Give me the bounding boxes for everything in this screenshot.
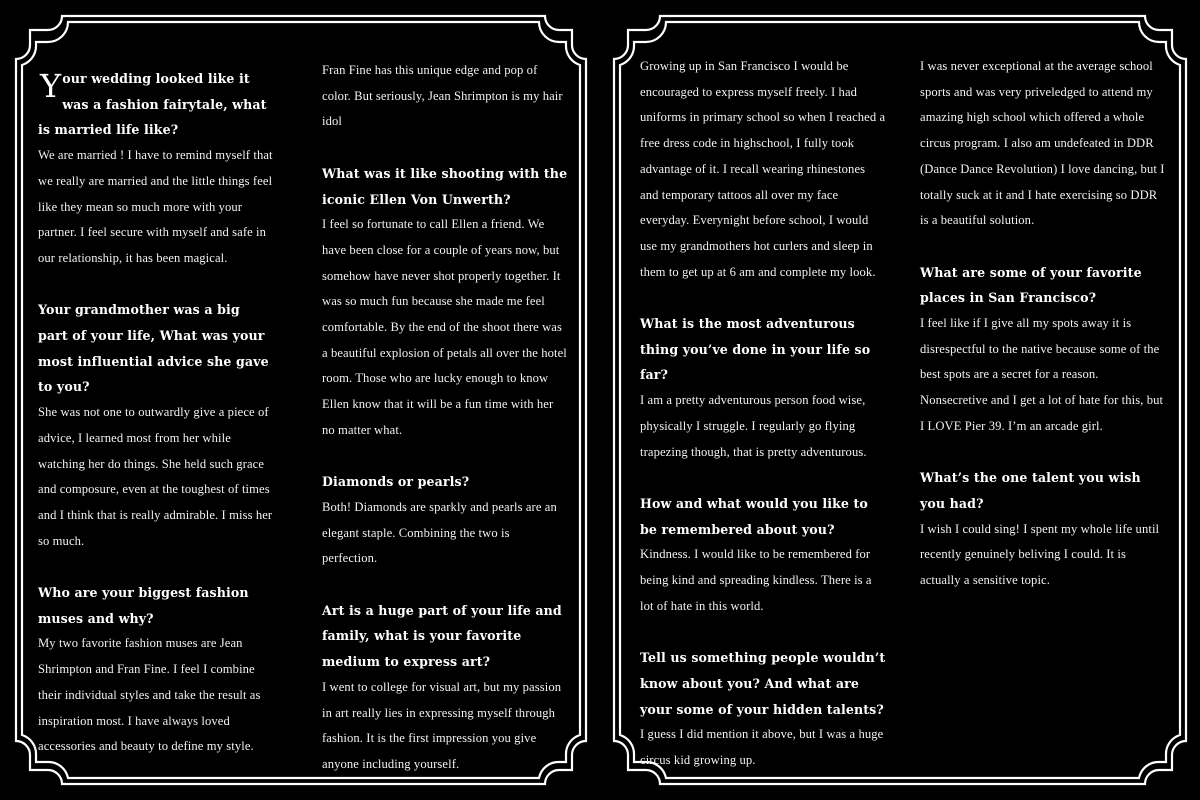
answer-favorite-places: I feel like if I give all my spots away it is disrespectful to the native because some of the best spots are a secret for a reason. Nonsecretive and I get a lot of hate for this, but I LOVE Pier 39. I’m an arcade girl. bbox=[920, 316, 1164, 433]
question-diamonds-pearls: Diamonds or pearls? bbox=[322, 474, 470, 490]
question-art-medium: Art is a huge part of your life and family, what is your favorite medium to express art? bbox=[322, 602, 562, 670]
answer-hidden-talents-continued: I was never exceptional at the average school sports and was very priveledged to attend my amazing high school which offered a whole circus program. I also am undefeated in DDR (Dance Dance Revolution) I love dancing, but I totally suck at it and I hate exercising so DDR is a beautiful solution. bbox=[920, 59, 1165, 228]
question-ellen-von-unwerth: What was it like shooting with the iconic Ellen Von Unwerth? bbox=[322, 165, 568, 207]
answer-grandmother: She was not one to outwardly give a piece of advice, I learned most from her while watching her do things. She held such grace and composure, even at the toughest of times and I think that is really admirable. I miss her so much. bbox=[38, 405, 273, 548]
question-married-life-text: our wedding looked like it was a fashion fairytale, what is married life like? bbox=[38, 71, 267, 138]
answer-fashion-muses-continued: Fran Fine has this unique edge and pop of color. But seriously, Jean Shrimpton is my hair idol bbox=[322, 63, 563, 129]
answer-adventurous: I am a pretty adventurous person food wise, physically I struggle. I regularly go flying trapezing though, that is pretty adventurous. bbox=[640, 393, 867, 459]
question-married-life bbox=[38, 66, 274, 143]
right-column-2 bbox=[920, 54, 1168, 594]
left-column-2 bbox=[322, 58, 568, 778]
question-grandmother: Your grandmother was a big part of your life, What was your most influential advice she gave to you? bbox=[38, 302, 269, 395]
question-adventurous: What is the most adventurous thing you’ve done in your life so far? bbox=[640, 316, 871, 383]
question-fashion-muses: Who are your biggest fashion muses and why? bbox=[38, 585, 249, 626]
answer-growing-up: Growing up in San Francisco I would be encouraged to express myself freely. I had uniforms in primary school so when I reached a free dress code in highschool, I fully took advantage of it. I recall wearing rhinestones and temporary tattoos all over my face everyday. Everynight before school, I would use my grandmothers hot curlers and sleep in them to get up at 6 am and complete my look. bbox=[640, 59, 886, 279]
answer-fashion-muses: My two favorite fashion muses are Jean Shrimpton and Fran Fine. I feel I combine their individual styles and take the result as inspiration most. I have always loved accessories and beauty to define my style. bbox=[38, 636, 261, 754]
answer-wish-talent: I wish I could sing! I spent my whole life until recently genuinely beliving I could. It is actually a sensitive topic. bbox=[920, 521, 1160, 588]
answer-hidden-talents: I guess I did mention it above, but I was a huge circus kid growing up. bbox=[640, 727, 884, 767]
question-favorite-places: What are some of your favorite places in San Francisco? bbox=[920, 264, 1142, 306]
answer-diamonds-pearls: Both! Diamonds are sparkly and pearls are an elegant staple. Combining the two is perfection. bbox=[322, 499, 557, 566]
left-column-1 bbox=[38, 66, 274, 760]
drop-cap: Y bbox=[40, 67, 62, 105]
question-wish-talent: What’s the one talent you wish you had? bbox=[920, 470, 1141, 511]
right-page bbox=[600, 0, 1200, 800]
right-column-1 bbox=[640, 54, 886, 774]
answer-married-life: We are married ! I have to remind myself that we really are married and the little things feel like they mean so much more with your partner. I feel secure with myself and safe in our relationship, it has been magical. bbox=[38, 148, 273, 265]
answer-ellen-von-unwerth: I feel so fortunate to call Ellen a friend. We have been close for a couple of years now, but somehow have never shot properly together. It was so much fun because she made me feel comfortable. By the end of the shoot there was a beautiful explosion of petals all over the hotel room. Those who are lucky enough to know Ellen know that it will be a fun time with her no matter what. bbox=[322, 217, 567, 437]
answer-remembered: Kindness. I would like to be remembered for being kind and spreading kindless. There is a lot of hate in this world. bbox=[640, 547, 872, 613]
answer-art-medium: I went to college for visual art, but my passion in art really lies in expressing myself through fashion. It is the first impression you give anyone including yourself. bbox=[322, 679, 562, 771]
question-hidden-talents: Tell us something people wouldn’t know about you? And what are your some of your hidden talents? bbox=[640, 650, 886, 717]
question-remembered: How and what would you like to be remembered about you? bbox=[640, 495, 868, 537]
